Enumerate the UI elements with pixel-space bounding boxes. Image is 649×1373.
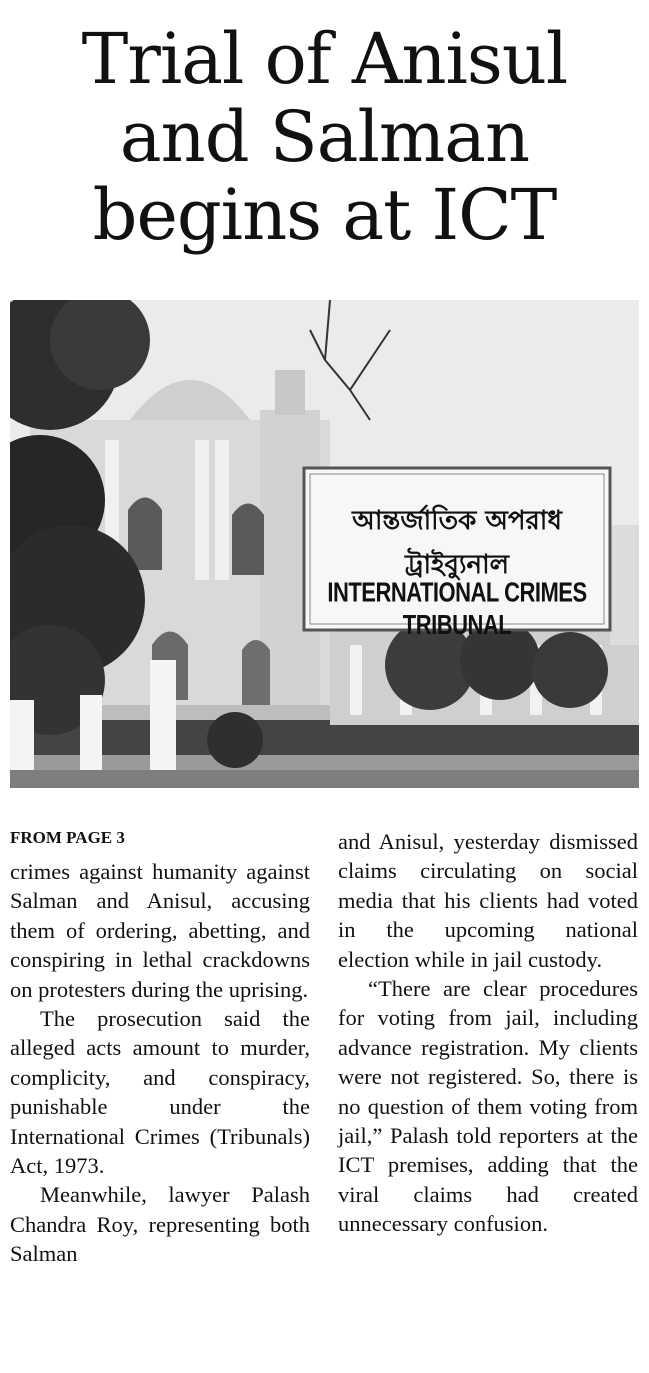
article-column-2 (338, 827, 638, 1239)
sign-english-text: INTERNATIONAL CRIMES TRIBUNAL (327, 576, 587, 641)
sign-bengali-text: আন্তর্জাতিক অপরাধ ট্রাইব্যুনাল (352, 506, 562, 580)
headline (0, 20, 649, 254)
tribunal-photo (10, 300, 639, 788)
paragraph: Meanwhile, lawyer Palash Chandra Roy, representing both Salman (10, 1182, 310, 1267)
paragraph: The prosecution said the alleged acts amount to murder, complicity, and conspiracy, punishable under the International Crimes (Tribunals) Act, 1973. (10, 1006, 310, 1179)
headline-line-2: and Salman (119, 96, 530, 178)
article-column-1 (10, 857, 310, 1269)
paragraph: crimes against humanity against Salman and Anisul, accusing them of ordering, abetting, and conspiring in lethal crackdowns on protesters during the uprising. (10, 859, 310, 1002)
headline-line-1: Trial of Anisul (81, 18, 568, 100)
headline-line-3: begins at ICT (92, 174, 557, 256)
paragraph: and Anisul, yesterday dismissed claims circulating on social media that his clients had voted in the upcoming national election while in jail custody. (338, 829, 638, 972)
paragraph: “There are clear procedures for voting from jail, including advance registration. My clients were not registered. So, there is no question of them voting from jail,” Palash told reporters at the ICT premises, adding that the viral claims had created unnecessary confusion. (338, 976, 638, 1237)
kicker-label: FROM PAGE 3 (10, 828, 125, 847)
